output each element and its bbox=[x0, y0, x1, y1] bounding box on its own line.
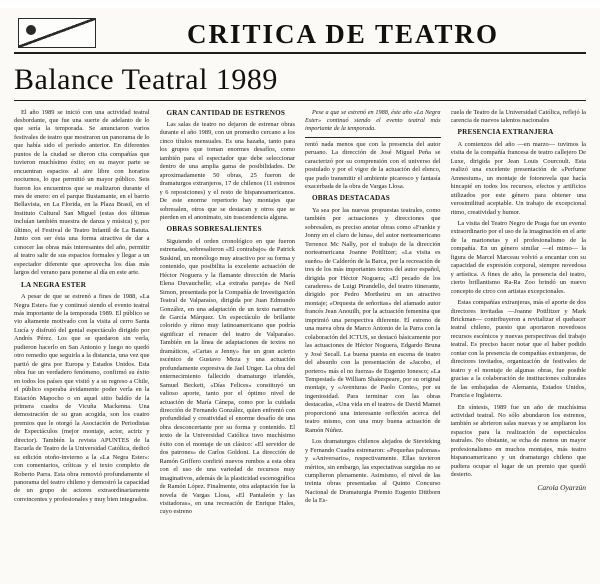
section-subheading: PRESENCIA EXTRANJERA bbox=[457, 128, 554, 137]
paragraph: Ya sea por las nuevas propuestas teatrales, como también por actuaciones y direcciones que sobresalen, es preciso anotar obras como «Frankie y Jonny en el claro de luna», del autor norteamericano Terrence Mc Nally, por el trabajo de la dirección norteamericana Joanne Pottlitzer; «La visita es sueño» de Calderón de la Barca, por la recreación de tres de los más importantes textos del autor español, dirigida por Héctor Noguera; «El pecado de los caraderes» de Luigi Pirandello, del teatro itinerante, dirigido por Pedro Mortheiru en un atractivo montaje; «Orquesta de señoritas» del afamado autor francés Jean Anouilh, por la actuación femenina que imprimió una perspectiva diferente. El estreno de una nueva obra de Marco Antonio de la Parra con la colaboración del ICTUS, se destacó básicamente por las actuaciones de Héctor Noguera, Edgardo Bruna y José Secall. La buena puesta en escena de teatro del absurdo con la presentación de «Jacobo, el portero» más el no fuerza» de Eugenio Ionesco; «La Tempestad» de William Shakespeare, por su original montaje, y «Aventuras de Paolo Conte», por su ingeniosidad. Para terminar con las obras destacadas, «Una vida en el teatro» de David Mamet proporcionó una interesante reflexión acerca del teatro mismo, con una muy buena actuación de Ramón Núñez. bbox=[305, 206, 441, 434]
paragraph: Siguiendo el orden cronológico en que fueron estrenadas, sobresalieron «El contrabajo» de Patrick Suskind, un monólogo muy atractivo por su forma y contenido, que posibilita la excelente actuación de Héctor Noguera y la flamante dirección de María Elena Duvauchelle; «La extraña pareja» de Neil Simon, presentada por la Compañía de Investigación Teatral de Valparaíso, dirigida por Juan Edmundo González, en una adaptación de un texto narrativo de García Márquez. Un espectáculo de brillante colorido y rítmo muy latinoamericano que podría significar el renacer del teatro de Valparaíso. También en la línea de adaptaciones de textos no dramáticos, «Cartas a Jenny» fue un gran acierto escénico de Gustavo Meza y una actuación profundamente expresiva de Jael Unger. La obra del enternecimiento fallecido dramaturgo irlandés, Samuel Beckett, «Días Felices» constituyó un valioso aporte, tanto por el óptimo nivel de actuación de María Cánepa, como por la cuidada dirección de Fernando González, quien enfrentó con profundidad y creatividad el enorme desafío de una obra desconcertante por su forma y contenido. El texto de la Universidad Católica tuvo muchísimo éxito con el montaje de un clásico: «El servidor de dos patrones» de Carlos Goldoni. La dirección de Ramón Griffero confirió nuevos rumbos a esta obra con el uso de una variedad de recursos muy imaginativos, además de la plasticidad escenográfica de Ramón López. Finalmente, otra adaptación fue la novela de Vargas Llosa, «El Pantaleón y las visitadoras», en una recreación de Enrique Hales, cuyo estreno bbox=[159, 237, 295, 516]
section-subheading: OBRAS DESTACADAS bbox=[312, 194, 390, 203]
paragraph: Estas compañías extranjeras, más el aporte de dos directores invitadas —Joanne Pottlitzer y Mark Brickman— contribuyeron a revitalizar el quehacer teatral chileno, puesto que aportaron novedosos recursos escénicos y nuevas perspectivas del trabajo teatral. Es preciso hacer notar que el haber podido contar con la presencia de compañías extranjeras, de directores invitados, organización de festivales de teatro y el montaje de algunas obras, fue posible gracias a la colaboración de instituciones culturales de las embajadas de Alemania, Estados Unidos, Francia e Inglaterra. bbox=[450, 299, 586, 400]
paragraph: La visita del Teatro Negro de Praga fue un evento extraordinario por el uso de la imaginación en el arte de la marionetas y el profesionalismo de la compañía. En un género similar —el mimo— la figura de Marcel Marceau volvió a encantar con su capacidad de expresión corporal, siempre novedosa y artística. A fines de año, la presencia del teatro, cierto brillantismo Ra-Ra Zoo brindó un nuevo concepto de circo con artistas excepcionales. bbox=[450, 219, 586, 295]
newspaper-logo-icon bbox=[14, 12, 100, 52]
paragraph: cuela de Teatro de la Universidad Católica, reflejó la carencia de nuevos talentos nacionales bbox=[450, 108, 586, 124]
paragraph: A pesar de que se estrenó a fines de 1988, «La Negra Ester» fue y continuó siendo el evento teatral más importante de la temporada 1989. El público se vio altamente motivado con la visita al cerro Santa Lucía y disfrutó del genial espectáculo dirigido por Andrés Pérez. Los que se quedaron sin verla, pudieron hacerlo en San Antonio y luego no quedó otro remedio que seguirla a la distancia, una vez que partió de gira por Europa y Estados Unidos. Esta obra fue un verdadero fenómeno, confirmó su éxito en todos los países que visitó y a su regreso a Chile, el público esperaba ávidamente poder verla en la Estación Mapocho o en aquel sitio baldío de la primera cuadra de Vicuña Mackenna. Una demostración de su gran acogida, son los cuatro premios que le otorgó la Asociación de Periodistas de Espectáculos (mejor montaje, actor, actriz y director). También la revista APUNTES de la Escuela de Teatro de la Universidad Católica, dedicó su edición otoño-invierno a la «La Negra Ester»: con comentarios, críticas y el texto completo de Roberto Parra. Esta obra removió profundamente el panorama del teatro chileno y demostró la capacidad de un grupo de actores extraordinariamente convincentes y profesionales y muy bien integrados. bbox=[14, 293, 150, 503]
author-byline: Carola Oyarzún bbox=[537, 482, 586, 492]
paragraph: En síntesis, 1989 fue un año de muchísima actividad teatral. No sólo abundaron los estrenos, también se abrieron salas nuevas y se ampliaron los espacios para la realización de espectáculos teatrales. No obstante, se echa de menos un mayor profesionalismo en muchos montajes, más teatro hispanoamericano y un dramaturgo chileno que pudiera ocupar el lugar de un premio que quedó desierto. bbox=[450, 403, 586, 479]
paragraph: Los dramaturgos chilenos alejados de Stevieking y Fernando Cuadra estrenaron: «Pequeñas palomas» y «Aniversario», respectivamente. Ellas tuvieron méritos, sin embargo, las expectativas surgidas no se cumplieron plenamente. Asimismo, el nivel de las treinta obras presentadas al Quinto Concurso Nacional de Dramaturgia Premio Eugenio Dittborn de la Es- bbox=[305, 438, 441, 505]
paragraph: A comienzos del año —en marzo— tuvimos la visita de la compañía francesa de teatro callejero De Luxe, dirigida por Jean Louis Courcoult. Esta realizó una excelente presentación de «Perfume Amnesium», un montaje de fotonovela que hacía hincapié en todos los recursos, efectos y artificios utilizados por este género para obtener una verosimilitud aceptable. Un trabajo de excepcional ritmo, creatividad y humor. bbox=[450, 140, 586, 216]
section-subheading: GRAN CANTIDAD DE ESTRENOS bbox=[166, 108, 286, 117]
article-columns bbox=[14, 109, 586, 567]
column-3 bbox=[305, 109, 441, 567]
paragraph: El año 1989 se inició con una actividad teatral desbordante, que fue una suerte de adelanto de lo que sería la temporada. Se anunciaron varios festivales de teatro que mostraron un panorama de lo que había sido el período anterior. En diferentes puntos de la ciudad se dieron cita compañías que tuvieron muchísimo éxito; en su mayor parte se encuentran espacios al aire libre con horarios nocturnos, lo que permitió un mayor público. Seis fueron los encuentros que se realizaron durante el mes de enero: en el parque Bustamante, en el barrio Bellavista, en La Florida, en la Plaza Brasil, en el Instituto Cultural San Miguel (estas dos últimas incluían también muestra de danza y música) y, por último, el Festival de Teatro Infantil de La Batuta. Junto con ser ésta una forma atractiva de dar a conocer las obras más interesantes del año, permitir al teatro salir de sus espacios formales y llegar a un espectador diferente que aprovecha los días más largos del verano para ponerse al día en este arte. bbox=[14, 108, 150, 277]
newspaper-page bbox=[0, 8, 600, 584]
masthead bbox=[14, 8, 586, 54]
pull-quote: Pese a que se estrenó en 1988, éste año «La Negra Ester» continuó siendo el evento teatral más importante de la temporada. bbox=[305, 109, 441, 138]
section-subheading: LA NEGRA ESTER bbox=[21, 280, 87, 289]
section-title: CRITICA DE TEATRO bbox=[186, 19, 500, 49]
column-4 bbox=[451, 109, 587, 567]
section-subheading: OBRAS SOBRESALIENTES bbox=[166, 225, 262, 234]
column-1 bbox=[14, 109, 150, 567]
paragraph: rentó nada menos que con la presencia del autor peruano. La dirección de José Miguel Peña se caracterizó por su comprensión con el universo del postulado y por el vigor de la actuación del elenco, que pudo transmitir el ambiente picaresco y fantasía exacerbada de la obra de Vargas Llosa. bbox=[305, 140, 441, 190]
headline-divider bbox=[14, 100, 586, 101]
page-title: Balance Teatral 1989 bbox=[14, 63, 278, 96]
paragraph: Las salas de teatro no dejaron de estrenar obras durante el año 1989, con un promedio cercano a los cinco títulos mensuales. Es una hazaña, tanto para los grupos que toman enormes desafíos, como también para el espectador que debe seleccionar dentro de una amplia gama de posibilidades. De aproximadamente 50 obras, 25 fueron de dramaturgos extranjeros, 17 de chilenos (11 estrenos y 6 reposiciones) y el resto de hispanoamericanos. De este enorme repertorio hay montajes que sobresalen, otros que se destacan y otros que se pierden en el anonimato, sin trascendencia alguna. bbox=[159, 121, 295, 221]
column-2 bbox=[160, 109, 296, 567]
